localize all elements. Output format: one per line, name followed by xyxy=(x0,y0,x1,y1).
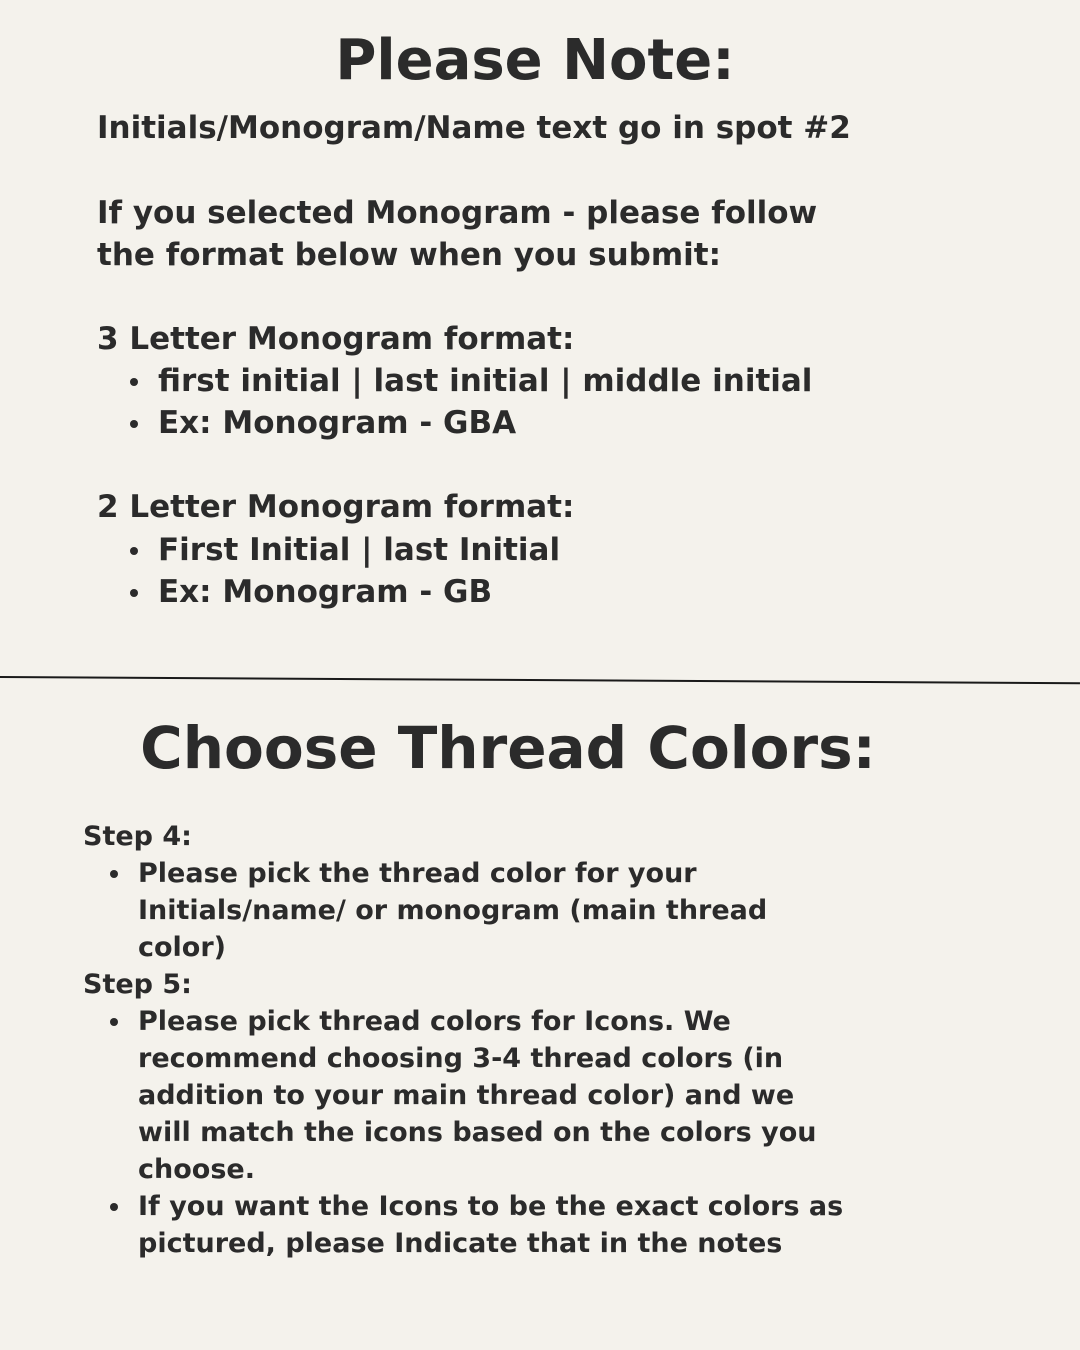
three-letter-heading: 3 Letter Monogram format: xyxy=(97,321,575,357)
spot-instruction: Initials/Monogram/Name text go in spot #2 xyxy=(97,110,851,146)
step-5-exact-colors-item xyxy=(108,1188,843,1262)
step-5-icons-line: addition to your main thread color) and we xyxy=(138,1080,795,1111)
step-5-icons-line: recommend choosing 3-4 thread colors (in xyxy=(138,1043,784,1074)
step-4-item xyxy=(108,855,767,966)
step-5-exact-colors-line: If you want the Icons to be the exact colors as xyxy=(138,1191,844,1222)
step-5-icons-line: choose. xyxy=(138,1154,255,1185)
three-letter-example-item: Ex: Monogram - GBA xyxy=(128,402,812,444)
step-4-item-line: Initials/name/ or monogram (main thread xyxy=(138,895,768,926)
monogram-format-intro-line-2: the format below when you submit: xyxy=(97,237,721,273)
three-letter-format-item: first initial | last initial | middle initial xyxy=(128,360,812,402)
two-letter-example-item: Ex: Monogram - GB xyxy=(128,571,560,613)
step-5-exact-colors-line: pictured, please Indicate that in the notes xyxy=(138,1228,783,1259)
step-5-list xyxy=(108,1003,843,1262)
two-letter-heading: 2 Letter Monogram format: xyxy=(97,489,575,525)
step-5-heading: Step 5: xyxy=(83,969,192,1000)
thread-colors-title: Choose Thread Colors: xyxy=(140,714,876,782)
monogram-format-intro-line-1: If you selected Monogram - please follow xyxy=(97,195,818,231)
step-5-icons-line: Please pick thread colors for Icons. We xyxy=(138,1006,731,1037)
three-letter-list xyxy=(128,360,812,444)
step-4-item-line: Please pick the thread color for your xyxy=(138,858,697,889)
step-5-icons-line: will match the icons based on the colors you xyxy=(138,1117,817,1148)
step-4-item-line: color) xyxy=(138,932,227,963)
step-5-icons-item xyxy=(108,1003,843,1188)
section-divider xyxy=(0,676,1080,684)
step-4-heading: Step 4: xyxy=(83,821,192,852)
please-note-title: Please Note: xyxy=(335,28,735,93)
step-4-list xyxy=(108,855,767,966)
two-letter-list xyxy=(128,529,560,613)
two-letter-format-item: First Initial | last Initial xyxy=(128,529,560,571)
